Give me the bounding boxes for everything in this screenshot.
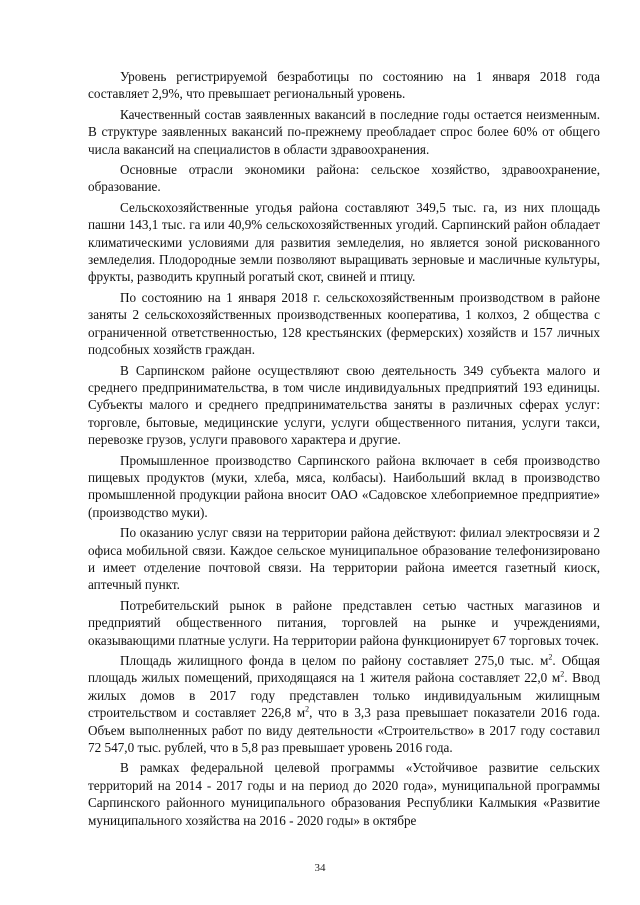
paragraph-consumer-market: Потребительский рынок в районе представлен сетью частных магазинов и предприятий общественного питания, торговлей на рынке и учреждениями, оказывающими платные услуги. На территории района функционирует 67 торговых точек. xyxy=(88,597,600,648)
paragraph-industry: Промышленное производство Сарпинского района включает в себя производство пищевых продуктов (муки, хлеба, мяса, колбасы). Наибольший вклад в производство промышленной продукции района вносит ОАО «Садовское хлебоприемное предприятие» (производство муки). xyxy=(88,452,600,520)
document-body xyxy=(88,68,600,832)
paragraph-communications: По оказанию услуг связи на территории района действуют: филиал электросвязи и 2 офиса мобильной связи. Каждое сельское муниципальное образование телефонизировано и имеет отделение почтовой связи. На территории района имеется газетный киоск, аптечный пункт. xyxy=(88,525,600,593)
paragraph-vacancies: Качественный состав заявленных вакансий в последние годы остается неизменным. В структуре заявленных вакансий по-прежнему преобладает спрос более 60% от общего числа вакансий на специалистов в области здравоохранения. xyxy=(88,106,600,157)
paragraph-federal-program: В рамках федеральной целевой программы «Устойчивое развитие сельских территорий на 2014 - 2017 годы и на период до 2020 года», муниципальной программы Сарпинского районного муниципального образования Республики Калмыкия «Развитие муниципального хозяйства на 2016 - 2020 годы» в октябре xyxy=(88,760,600,828)
paragraph-economy-sectors: Основные отрасли экономики района: сельское хозяйство, здравоохранение, образование. xyxy=(88,162,600,195)
housing-text-2: . Общая площадь жилых помещений, приходящаяся на 1 жителя района составляет 22,0 м xyxy=(88,653,601,686)
housing-sup-2: 2 xyxy=(560,670,565,680)
housing-text-1: Площадь жилищного фонда в целом по району составляет 275,0 тыс. м xyxy=(120,653,549,668)
paragraph-agricultural-land: Сельскохозяйственные угодья района составляют 349,5 тыс. га, из них площадь пашни 143,1 тыс. га или 40,9% сельскохозяйственных угодий. Сарпинский район обладает климатическими условиями для развития земледелия, но является зоной рискованного земледелия. Плодородные земли позволяют выращивать зерновые и масличные культуры, фрукты, разводить крупный рогатый скот, свиней и птицу. xyxy=(88,199,600,285)
paragraph-unemployment: Уровень регистрируемой безработицы по состоянию на 1 января 2018 года составляет 2,9%, что превышает региональный уровень. xyxy=(88,69,600,102)
housing-sup-3: 2 xyxy=(305,704,310,714)
paragraph-small-business: В Сарпинском районе осуществляют свою деятельность 349 субъекта малого и среднего предпринимательства, в том числе индивидуальных предприятий 193 единицы. Субъекты малого и среднего предпринимательства заняты в различных сферах услуг: торговле, бытовые, медицинские услуги, услуги общественного питания, услуги такси, перевозке грузов, услуги правового характера и другие. xyxy=(88,362,600,448)
paragraph-housing xyxy=(88,652,600,756)
housing-text-4: , что в 3,3 раза превышает показатели 2016 года. Объем выполненных работ по виду деятельности «Строительство» в 2017 году составил 72 547,0 тыс. рублей, что в 5,8 раз превышает уровень 2016 года. xyxy=(88,705,600,756)
housing-sup-1: 2 xyxy=(548,652,553,662)
paragraph-agricultural-production: По состоянию на 1 января 2018 г. сельскохозяйственным производством в районе заняты 2 сельскохозяйственных производственных кооператива, 1 колхоз, 2 общества с ограниченной ответственностью, 128 крестьянских (фермерских) хозяйств и 157 личных подсобных хозяйств граждан. xyxy=(88,289,600,358)
page-number: 34 xyxy=(314,862,326,874)
housing-text-3: . Ввод жилых домов в 2017 году представлен только индивидуальным жилищным строительством и составляет 226,8 м xyxy=(88,670,600,721)
